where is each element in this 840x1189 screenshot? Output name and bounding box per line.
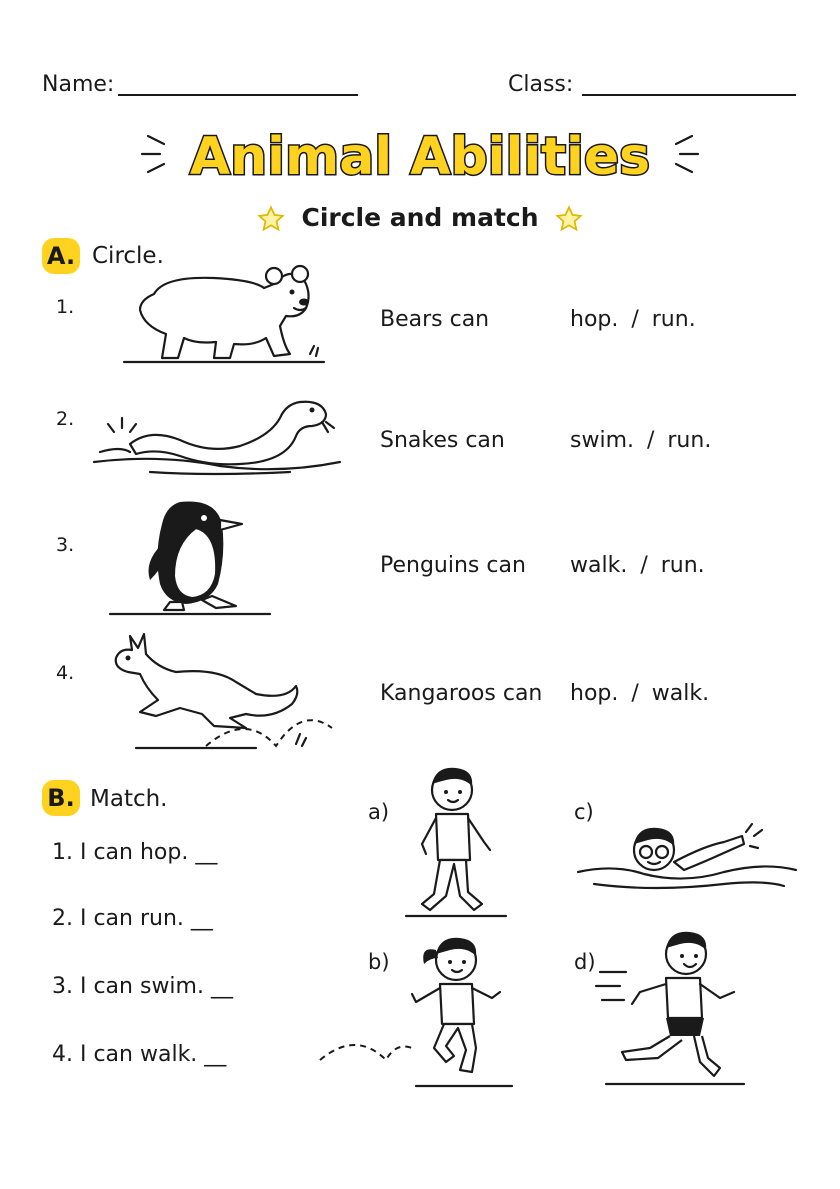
class-label: Class: [508,72,574,97]
subtitle-text: Circle and match [301,203,539,232]
section-b-badge: B. [42,780,80,816]
bear-icon [104,254,334,370]
section-b-instruction: Match. [90,786,168,812]
sparkle-left-icon [142,136,164,172]
item-number: 2. [56,408,75,430]
star-left-icon [257,205,285,233]
penguin-icon [100,494,280,618]
picture-letter-d: d) [574,950,596,974]
name-label: Name: [42,72,115,97]
sparkle-right-icon [676,136,698,172]
name-field[interactable] [118,94,358,96]
kangaroo-icon [96,628,336,750]
picture-letter-a: a) [368,800,390,824]
sentence-bears: Bears can [380,307,490,332]
hopping-girl-icon [316,930,516,1090]
sentence-snakes: Snakes can [380,428,505,453]
match-item-swim[interactable]: 3. I can swim. __ [52,974,233,999]
section-a-badge: A. [42,238,80,274]
options-snakes[interactable]: swim. / run. [570,428,712,453]
match-item-walk[interactable]: 4. I can walk. __ [52,1042,227,1067]
star-right-icon [555,205,583,233]
item-number: 4. [56,662,75,684]
worksheet-subtitle [0,203,840,233]
options-penguins[interactable]: walk. / run. [570,553,705,578]
running-boy-icon [596,924,746,1088]
section-a-instruction: Circle. [92,243,164,269]
options-bears[interactable]: hop. / run. [570,307,696,332]
match-item-hop[interactable]: 1. I can hop. __ [52,840,218,865]
title-text: Animal Abilities [189,127,651,187]
swimming-boy-icon [574,806,800,896]
picture-letter-c: c) [574,800,594,824]
walking-boy-icon [396,764,516,922]
sentence-kangaroos: Kangaroos can [380,681,543,706]
sentence-penguins: Penguins can [380,553,526,578]
item-number: 1. [56,296,75,318]
picture-letter-b: b) [368,950,390,974]
match-item-run[interactable]: 2. I can run. __ [52,906,213,931]
snake-icon [90,392,350,476]
options-kangaroos[interactable]: hop. / walk. [570,681,710,706]
worksheet-title [120,112,720,196]
item-number: 3. [56,534,75,556]
class-field[interactable] [582,94,796,96]
